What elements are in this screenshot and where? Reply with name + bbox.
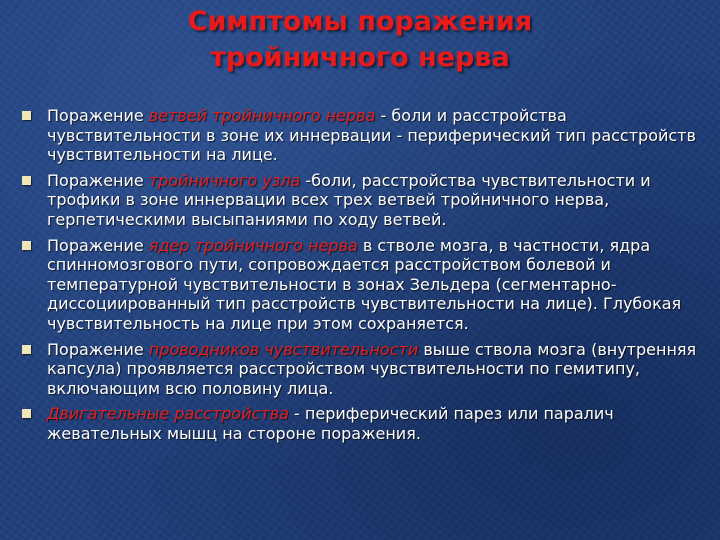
- bullet-prefix: Поражение: [47, 235, 149, 255]
- bullet-square-icon: [22, 409, 31, 418]
- bullet-square-icon: [22, 345, 31, 354]
- title-line-2: тройничного нерва: [210, 42, 510, 73]
- bullet-item-nuclei: [20, 236, 700, 334]
- bullet-item-branches: [20, 106, 700, 165]
- bullet-highlight: проводников чувствительности: [148, 339, 419, 359]
- slide-title: [0, 4, 720, 76]
- bullet-text: - боли и расстройства чувствительности в зоне их иннервации - периферический тип расстройств чувствительности на лице.: [47, 106, 696, 165]
- bullet-square-icon: [22, 176, 31, 185]
- bullet-text: - периферический парез или паралич жевательных мышц на стороне поражения.: [47, 404, 614, 443]
- bullet-prefix: Поражение: [47, 339, 149, 359]
- bullet-prefix: Поражение: [47, 106, 149, 125]
- bullet-list: [20, 106, 700, 450]
- bullet-highlight: ядер тройничного нерва: [148, 235, 358, 255]
- bullet-text: -боли, расстройства чувствительности и трофики в зоне иннервации всех трех ветвей тройничного нерва, герпетическими высыпаниями по ходу ветвей.: [47, 170, 651, 229]
- bullet-highlight: ветвей тройничного нерва: [148, 106, 376, 125]
- bullet-square-icon: [22, 111, 31, 120]
- bullet-square-icon: [22, 241, 31, 250]
- bullet-highlight: Двигательные расстройства: [47, 404, 289, 424]
- title-line-1: Симптомы поражения: [187, 6, 533, 37]
- bullet-text: в стволе мозга, в частности, ядра спинномозгового пути, сопровождается расстройством болевой и температурной чувствительности в зонах Зельдера (сегментарно-диссоциированный тип расстройств чувствительности на лице). Глубокая чувствительность на лице при этом сохраняется.: [47, 235, 682, 333]
- bullet-item-pathways: [20, 340, 700, 399]
- bullet-prefix: Поражение: [47, 170, 149, 190]
- bullet-text: выше ствола мозга (внутренняя капсула) проявляется расстройством чувствительности по гемитипу, включающим всю половину лица.: [47, 339, 697, 398]
- bullet-highlight: тройничного узла: [148, 170, 301, 190]
- bullet-item-motor: [20, 404, 700, 443]
- bullet-item-ganglion: [20, 171, 700, 230]
